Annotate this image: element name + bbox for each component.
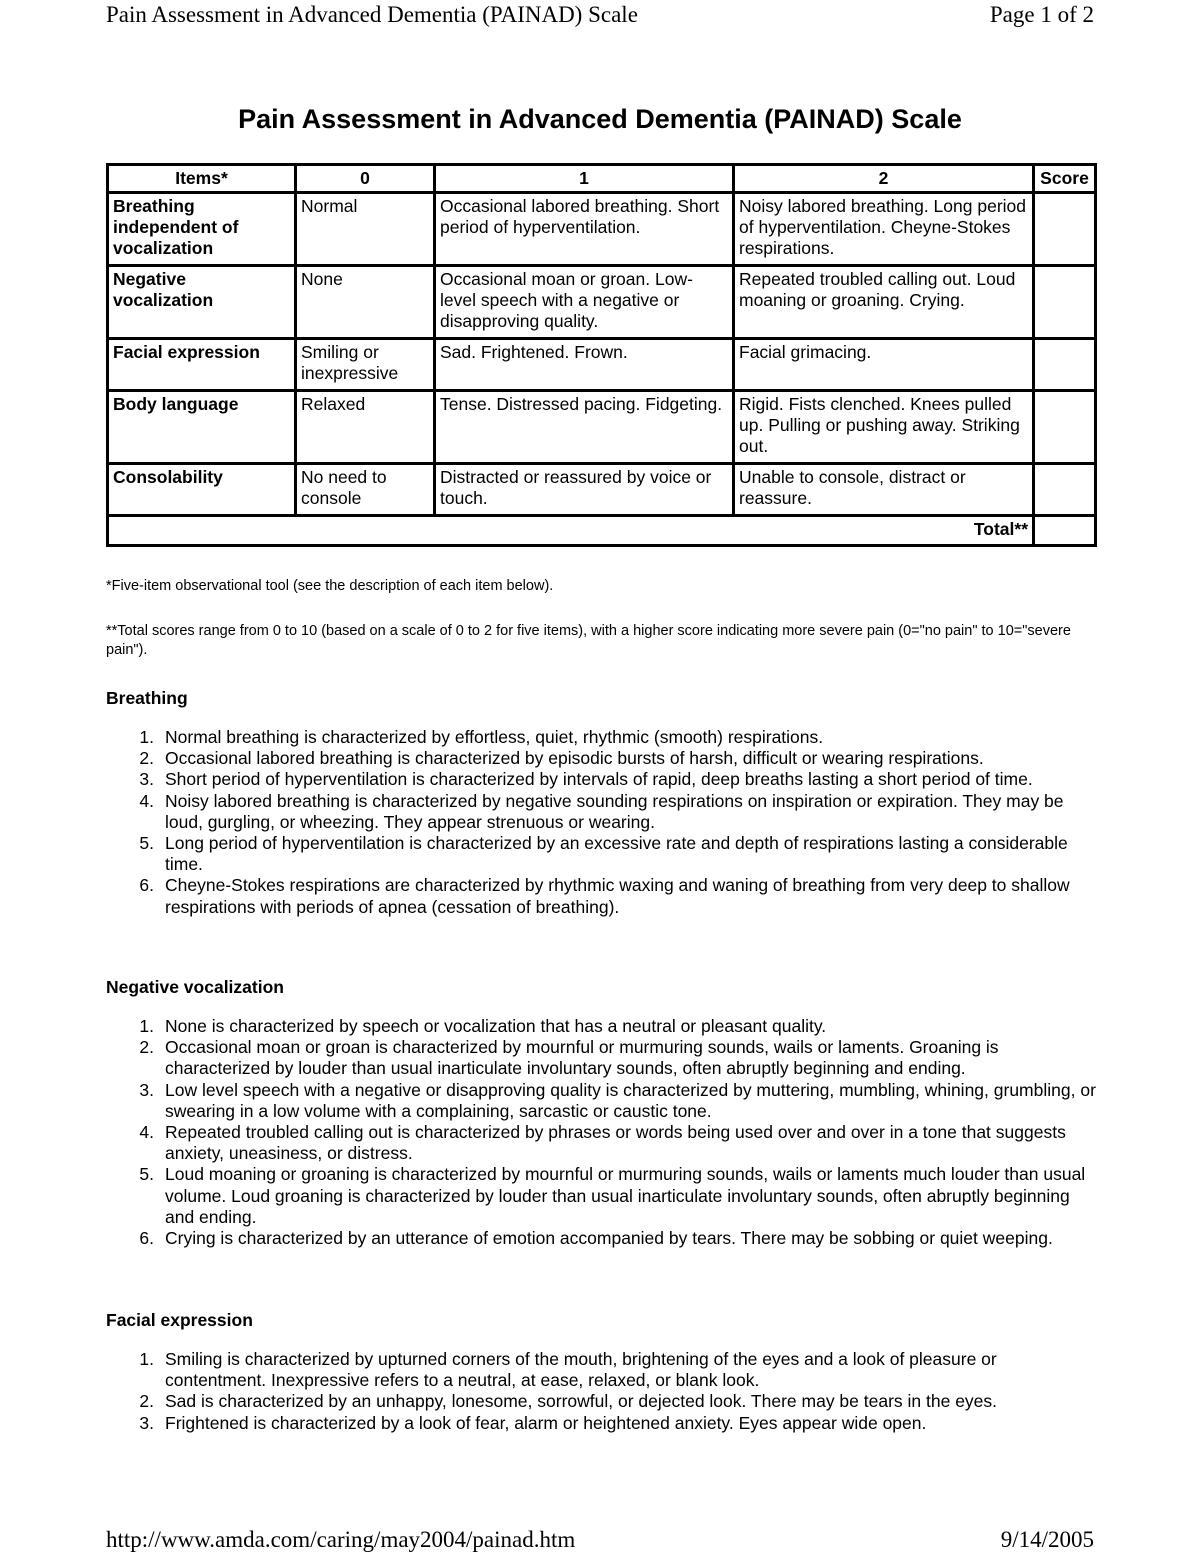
- row-score-0-text: Relaxed: [296, 391, 435, 464]
- row-score-0-text: None: [296, 266, 435, 339]
- list-item: 1. Smiling is characterized by upturned corners of the mouth, brightening of the eyes and a look of pleasure or contentment. Inexpressive refers to a neutral, at ease, relaxed, or blank look.: [139, 1349, 997, 1391]
- print-footer-date: 9/14/2005: [1000, 1527, 1094, 1552]
- section-breathing: [106, 687, 1096, 918]
- header-score-2: 2: [734, 165, 1034, 193]
- row-score-2-text: Facial grimacing.: [734, 339, 1034, 391]
- list-item: 2. Occasional moan or groan is characterized by mournful or murmuring sounds, wails or laments. Groaning is characterized by louder than usual inarticulate involuntary sounds, often abruptly beginning and ending.: [139, 1037, 999, 1079]
- list-item: 4. Repeated troubled calling out is characterized by phrases or words being used over and over in a tone that suggests anxiety, uneasiness, or distress.: [139, 1122, 1066, 1164]
- print-header-title: Pain Assessment in Advanced Dementia (PAINAD) Scale: [106, 2, 638, 27]
- row-score-input[interactable]: [1034, 391, 1096, 464]
- row-item-label: Body language: [108, 391, 296, 464]
- table-header-row: [108, 165, 1096, 193]
- row-score-0-text: No need to console: [296, 464, 435, 516]
- list-item: 1. None is characterized by speech or vocalization that has a neutral or pleasant quality.: [139, 1016, 827, 1036]
- row-score-1-text: Occasional moan or groan. Low-level speech with a negative or disapproving quality.: [435, 266, 734, 339]
- row-score-2-text: Noisy labored breathing. Long period of hyperventilation. Cheyne-Stokes respirations.: [734, 193, 1034, 266]
- section-heading: Negative vocalization: [106, 977, 284, 997]
- row-score-1-text: Distracted or reassured by voice or touch.: [435, 464, 734, 516]
- definition-list: [106, 1349, 1096, 1434]
- section-negative-vocalization: [106, 976, 1096, 1249]
- row-score-1-text: Tense. Distressed pacing. Fidgeting.: [435, 391, 734, 464]
- row-score-2-text: Rigid. Fists clenched. Knees pulled up. Pulling or pushing away. Striking out.: [734, 391, 1034, 464]
- table-row: [108, 464, 1096, 516]
- section-facial-expression: [106, 1309, 1096, 1434]
- print-header-page-number: Page 1 of 2: [989, 2, 1094, 27]
- definition-list: [106, 1016, 1096, 1249]
- header-score-1: 1: [435, 165, 734, 193]
- row-item-label: Facial expression: [108, 339, 296, 391]
- footnote-items: *Five-item observational tool (see the description of each item below).: [106, 578, 554, 594]
- table-row: [108, 266, 1096, 339]
- list-item: 5. Long period of hyperventilation is characterized by an excessive rate and depth of respirations lasting a considerable time.: [139, 833, 1068, 875]
- table-row: [108, 339, 1096, 391]
- row-score-0-text: Normal: [296, 193, 435, 266]
- print-footer-url: http://www.amda.com/caring/may2004/painad.htm: [106, 1527, 576, 1552]
- painad-scale-table: [106, 163, 1097, 547]
- list-item: 3. Low level speech with a negative or disapproving quality is characterized by muttering, mumbling, whining, grumbling, or swearing in a low volume with a complaining, sarcastic or caustic tone.: [139, 1079, 1096, 1121]
- section-heading: Facial expression: [106, 1310, 253, 1330]
- row-item-label: Consolability: [108, 464, 296, 516]
- document-title: Pain Assessment in Advanced Dementia (PAINAD) Scale: [238, 104, 962, 134]
- list-item: 6. Crying is characterized by an utterance of emotion accompanied by tears. There may be sobbing or quiet weeping.: [139, 1228, 1053, 1249]
- row-score-1-text: Sad. Frightened. Frown.: [435, 339, 734, 391]
- row-score-1-text: Occasional labored breathing. Short period of hyperventilation.: [435, 193, 734, 266]
- row-score-input[interactable]: [1034, 193, 1096, 266]
- header-score: Score: [1034, 165, 1096, 193]
- list-item: 1. Normal breathing is characterized by effortless, quiet, rhythmic (smooth) respirations.: [139, 727, 824, 747]
- row-score-input[interactable]: [1034, 339, 1096, 391]
- header-score-0: 0: [296, 165, 435, 193]
- row-score-2-text: Repeated troubled calling out. Loud moaning or groaning. Crying.: [734, 266, 1034, 339]
- list-item: 6. Cheyne-Stokes respirations are characterized by rhythmic waxing and waning of breathing from very deep to shallow respirations with periods of apnea (cessation of breathing).: [139, 875, 1070, 917]
- table-row: [108, 193, 1096, 266]
- total-score-input[interactable]: [1034, 516, 1096, 546]
- row-item-label: Breathing independent of vocalization: [108, 193, 296, 266]
- section-heading: Breathing: [106, 688, 188, 708]
- definition-list: [106, 727, 1096, 918]
- footnote-total: **Total scores range from 0 to 10 (based on a scale of 0 to 2 for five items), with a higher score indicating more severe pain (0="no pain" to 10="severe pain").: [106, 623, 1071, 658]
- total-row: [108, 516, 1096, 546]
- row-score-input[interactable]: [1034, 464, 1096, 516]
- row-score-2-text: Unable to console, distract or reassure.: [734, 464, 1034, 516]
- row-score-input[interactable]: [1034, 266, 1096, 339]
- header-items: Items*: [108, 165, 296, 193]
- list-item: 4. Noisy labored breathing is characterized by negative sounding respirations on inspiration or expiration. They may be loud, gurgling, or wheezing. They appear strenuous or wearing.: [139, 790, 1064, 832]
- list-item: 3. Short period of hyperventilation is characterized by intervals of rapid, deep breaths lasting a short period of time.: [139, 769, 1033, 790]
- total-label: Total**: [108, 516, 1034, 546]
- list-item: 5. Loud moaning or groaning is characterized by mournful or murmuring sounds, wails or laments much louder than usual volume. Loud groaning is characterized by louder than usual inarticulate involuntary sounds, often abruptly beginning and ending.: [139, 1164, 1086, 1227]
- table-row: [108, 391, 1096, 464]
- list-item: 2. Sad is characterized by an unhappy, lonesome, sorrowful, or dejected look. There may be tears in the eyes.: [139, 1391, 998, 1412]
- list-item: 3. Frightened is characterized by a look of fear, alarm or heightened anxiety. Eyes appear wide open.: [139, 1412, 927, 1433]
- list-item: 2. Occasional labored breathing is characterized by episodic bursts of harsh, difficult or wearing respirations.: [139, 748, 984, 769]
- row-item-label: Negative vocalization: [108, 266, 296, 339]
- row-score-0-text: Smiling or inexpressive: [296, 339, 435, 391]
